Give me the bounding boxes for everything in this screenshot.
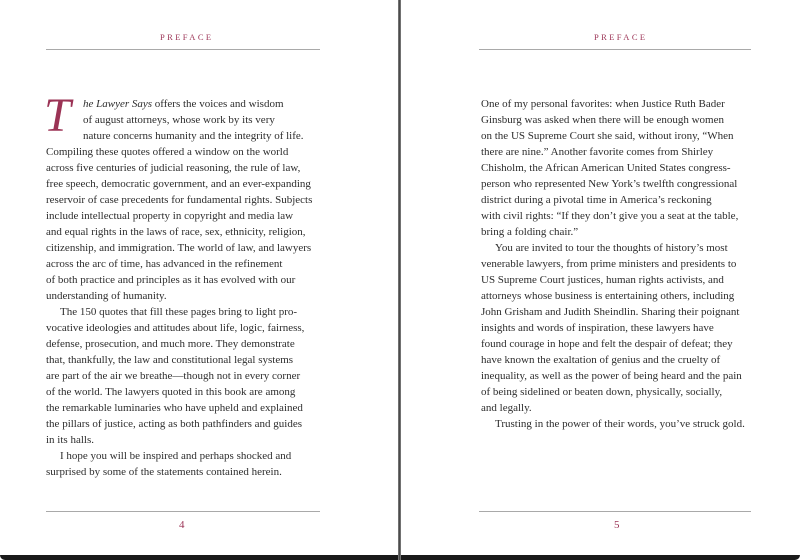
text-line: in its halls. — [46, 434, 94, 446]
text-line: reservoir of case precedents for fundamental rights. Subjects — [46, 194, 313, 206]
text-line: insights and words of inspiration, these lawyers have — [481, 322, 714, 334]
left-page — [0, 0, 398, 560]
text-line: and equal rights in the laws of race, sex, ethnicity, religion, — [46, 226, 306, 238]
text-line: I hope you will be inspired and perhaps shocked and — [60, 450, 292, 462]
page-edge-right — [401, 555, 800, 560]
text-line: include intellectual property in copyright and media law — [46, 210, 294, 222]
text-line: You are invited to tour the thoughts of history’s most — [495, 242, 728, 254]
text-line: there are nine.” Another favorite comes from Shirley — [481, 146, 714, 158]
text-line: surprised by some of the statements contained herein. — [46, 466, 282, 478]
header-rule-left — [46, 49, 320, 50]
text-line: attorneys whose business is entertaining others, including — [481, 290, 735, 302]
text-line: person who represented New York’s twelfth congressional — [481, 178, 738, 190]
text-line: the remarkable luminaries who have upheld and explained — [46, 402, 303, 414]
text-line: the pillars of justice, acting as both pathfinders and guides — [46, 418, 302, 430]
header-rule-right — [479, 49, 751, 50]
text-line: vocative ideologies and attitudes about life, logic, fairness, — [46, 322, 305, 334]
book-title-italic: he Lawyer Says — [83, 98, 153, 110]
text-line: district during a pivotal time in America’s reckoning — [481, 194, 712, 206]
text-line: with civil rights: “If they don’t give you a seat at the table, — [481, 210, 739, 222]
text-line: US Supreme Court justices, human rights activists, and — [481, 274, 724, 286]
text-line: of august attorneys, whose work by its very — [83, 114, 275, 126]
text-line: understanding of humanity. — [46, 290, 167, 302]
text-line-rest: offers the voices and wisdom — [152, 98, 284, 110]
text-line: nature concerns humanity and the integrity of life. — [83, 130, 304, 142]
text-line: found courage in hope and felt the despair of defeat; they — [481, 338, 733, 350]
drop-cap: T — [44, 89, 71, 142]
text-line: of the world. The lawyers quoted in this book are among — [46, 386, 296, 398]
text-line: that, thankfully, the law and constitutional legal systems — [46, 354, 294, 366]
text-line: Chisholm, the African American United States congress- — [481, 162, 731, 174]
text-line: Trusting in the power of their words, you’ve struck gold. — [495, 418, 745, 430]
text-line: across five centuries of judicial reasoning, the rule of law, — [46, 162, 301, 174]
footer-rule-left — [46, 511, 320, 512]
text-line: have known the exaltation of genius and the cruelty of — [481, 354, 721, 366]
right-body-text — [481, 96, 781, 432]
text-line: Compiling these quotes offered a window on the world — [46, 146, 289, 158]
text-line: defense, prosecution, and much more. They demonstrate — [46, 338, 295, 350]
right-page — [401, 0, 800, 560]
page-number-left: 4 — [179, 519, 185, 531]
running-head-left: PREFACE — [160, 32, 214, 42]
page-number-right: 5 — [614, 519, 620, 531]
text-line: citizenship, and immigration. The world of law, and lawyers — [46, 242, 312, 254]
text-line: are part of the air we breathe—though not in every corner — [46, 370, 301, 382]
running-head-right: PREFACE — [594, 32, 648, 42]
text-line: Ginsburg was asked when there will be enough women — [481, 114, 724, 126]
text-line: of being sidelined or beaten down, physically, socially, — [481, 386, 723, 398]
text-line — [46, 96, 336, 112]
text-line: inequality, as well as the power of being heard and the pain — [481, 370, 742, 382]
text-line: across the arc of time, has advanced in the refinement — [46, 258, 283, 270]
text-line: and legally. — [481, 402, 532, 414]
left-body-text — [44, 89, 336, 480]
text-line: The 150 quotes that fill these pages bring to light pro- — [60, 306, 298, 318]
text-line: on the US Supreme Court she said, without irony, “When — [481, 130, 734, 142]
text-line: of both practice and principles as it has evolved with our — [46, 274, 296, 286]
text-line: free speech, democratic government, and an ever-expanding — [46, 178, 311, 190]
text-line: bring a folding chair.” — [481, 226, 579, 238]
text-line: venerable lawyers, from prime ministers and presidents to — [481, 258, 737, 270]
text-line: One of my personal favorites: when Justice Ruth Bader — [481, 98, 725, 110]
page-edge-left — [0, 555, 398, 560]
text-line: John Grisham and Judith Sheindlin. Sharing their poignant — [481, 306, 740, 318]
footer-rule-right — [479, 511, 751, 512]
